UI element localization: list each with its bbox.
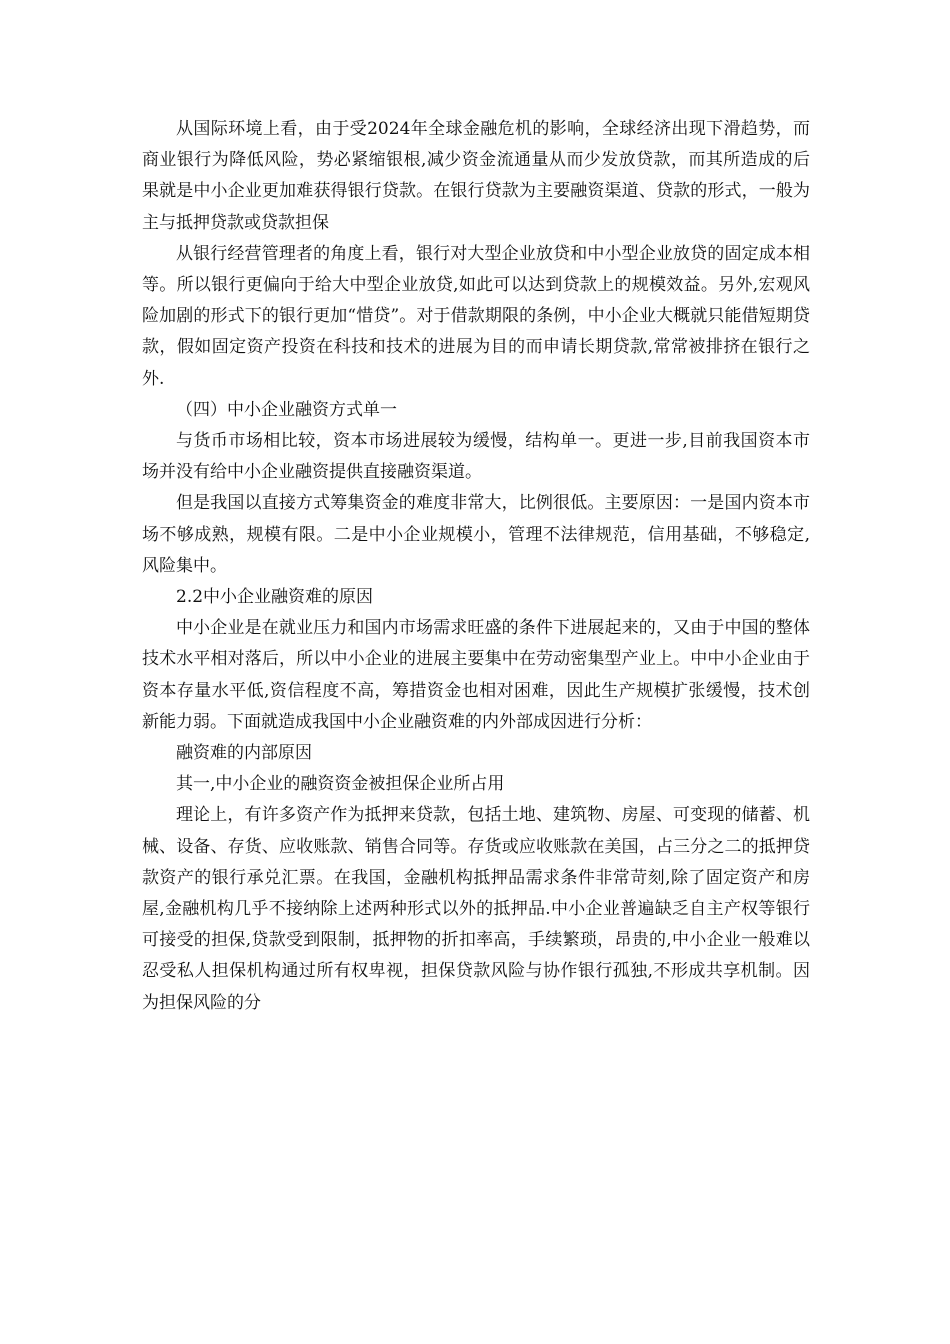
heading-internal-reasons: 融资难的内部原因 [176, 743, 312, 764]
paragraph-international-environment: 从国际环境上看，由于受2024年全球金融危机的影响，全球经济出现下滑趋势，而商业银行为降低风险，势必紧缩银根,减少资金流通量从而少发放贷款，而其所造成的后果就是中小企业更加难获得银行贷款。在银行贷款为主要融资渠道、贷款的形式，一般为主与抵押贷款或贷款担保 [142, 119, 810, 233]
paragraph-collateral: 理论上，有许多资产作为抵押来贷款，包括土地、建筑物、房屋、可变现的储蓄、机械、设备、存货、应收账款、销售合同等。存货或应收账款在美国，占三分之二的抵押贷款资产的银行承兑汇票。在我国，金融机构抵押品需求条件非常苛刻,除了固定资产和房屋,金融机构几乎不接纳除上述两种形式以外的抵押品.中小企业普遍缺乏自主产权等银行可接受的担保,贷款受到限制，抵押物的折扣率高，手续繁琐，昂贵的,中小企业一般难以忍受私人担保机构通过所有权卑视，担保贷款风险与协作银行孤独,不形成共享机制。因为担保风险的分 [142, 805, 810, 1013]
paragraph-direct-financing: 但是我国以直接方式筹集资金的难度非常大，比例很低。主要原因：一是国内资本市场不够成熟，规模有限。二是中小企业规模小，管理不法律规范，信用基础，不够稳定,风险集中。 [142, 493, 810, 576]
paragraph-bank-management: 从银行经营管理者的角度上看，银行对大型企业放贷和中小型企业放贷的固定成本相等。所以银行更偏向于给大中型企业放贷,如此可以达到贷款上的规模效益。另外,宏观风险加剧的形式下的银行更加“惜贷”。对于借款期限的条例，中小企业大概就只能借短期贷款，假如固定资产投资在科技和技术的进展为目的而申请长期贷款,常常被排挤在银行之外. [142, 243, 810, 389]
heading-section-2-2: 2.2中小企业融资难的原因 [176, 587, 374, 608]
paragraph-capital-market: 与货币市场相比较，资本市场进展较为缓慢，结构单一。更进一步,目前我国资本市场并没有给中小企业融资提供直接融资渠道。 [142, 431, 810, 483]
paragraph-sme-development: 中小企业是在就业压力和国内市场需求旺盛的条件下进展起来的，又由于中国的整体技术水平相对落后，所以中小企业的进展主要集中在劳动密集型产业上。中中小企业由于资本存量水平低,资信程度不高，筹措资金也相对困难，因此生产规模扩张缓慢，技术创新能力弱。下面就造成我国中小企业融资难的内外部成因进行分析： [142, 618, 810, 732]
document-page [142, 114, 810, 1019]
heading-reason-one: 其一,中小企业的融资资金被担保企业所占用 [176, 774, 505, 795]
heading-single-financing-method: （四）中小企业融资方式单一 [176, 399, 397, 420]
